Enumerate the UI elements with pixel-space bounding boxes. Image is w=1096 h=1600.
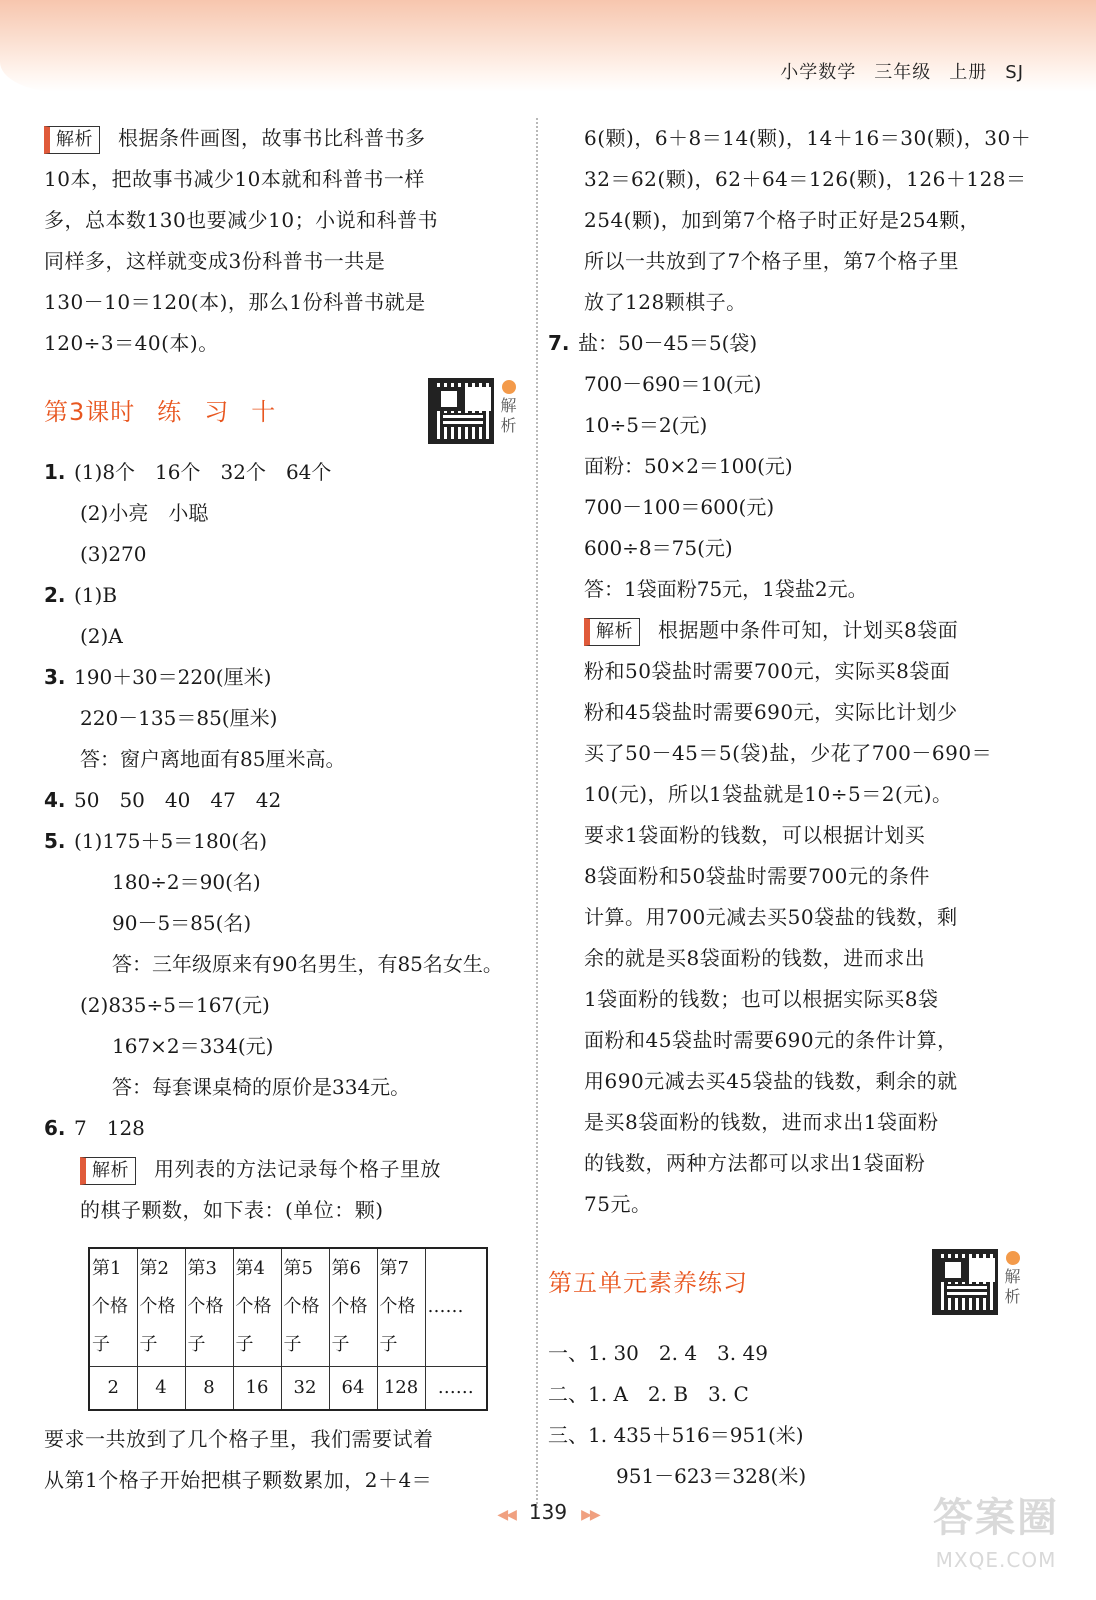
answer-line: 700－100＝600(元) <box>584 495 775 519</box>
answer-line: 一、1. 30 2. 4 3. 49 <box>548 1341 768 1365</box>
analysis-line: 用690元减去买45袋盐的钱数，剩余的就 <box>584 1069 958 1093</box>
analysis-line: 的钱数，两种方法都可以求出1袋面粉 <box>584 1151 926 1175</box>
analysis-line: 8袋面粉和50袋盐时需要700元的条件 <box>584 864 930 888</box>
analysis-line: 放了128颗棋子。 <box>584 290 747 314</box>
answer-line: 4. 50 50 40 47 42 <box>44 788 282 812</box>
table-header-cell: 第4 个格 子 <box>233 1248 281 1366</box>
next-arrows-icon: ▶▶ <box>581 1507 599 1523</box>
analysis-line: 面粉和45袋盐时需要690元的条件计算， <box>584 1028 958 1052</box>
analysis-line: 的棋子颗数，如下表：(单位：颗) <box>80 1198 384 1222</box>
qr-label: 解 析 <box>1002 1251 1024 1307</box>
header-grade: 三年级 <box>874 62 932 83</box>
analysis-line: 120÷3＝40(本)。 <box>44 331 219 355</box>
left-column <box>44 118 524 1501</box>
analysis-line: 粉和50袋盐时需要700元，实际买8袋面 <box>584 659 951 683</box>
analysis-line: 解析 根据题中条件可知，计划买8袋面 <box>548 610 1028 651</box>
answer-line: 10÷5＝2(元) <box>584 413 708 437</box>
section-title-unit5 <box>548 1243 1028 1323</box>
answer-line: 面粉：50×2＝100(元) <box>584 454 793 478</box>
table-cell: 32 <box>281 1366 329 1410</box>
analysis-line: 是买8袋面粉的钱数，进而求出1袋面粉 <box>584 1110 939 1134</box>
section-lesson: 第3课时 <box>44 398 136 426</box>
answer-line: 167×2＝334(元) <box>112 1034 274 1058</box>
answer-line: 951－623＝328(米) <box>616 1464 807 1488</box>
right-column <box>548 118 1032 1497</box>
table-cell: 8 <box>185 1366 233 1410</box>
analysis-line: 254(颗)，加到第7个格子时正好是254颗， <box>584 208 981 232</box>
answer-line: 答：三年级原来有90名男生，有85名女生。 <box>112 952 503 976</box>
answer-line: 7. 盐：50－45＝5(袋) <box>548 331 758 355</box>
answer-line: 1. (1)8个 16个 32个 64个 <box>44 460 332 484</box>
table-cell: 4 <box>137 1366 185 1410</box>
table-cell: 128 <box>377 1366 425 1410</box>
analysis-line: 余的就是买8袋面粉的钱数，进而求出 <box>584 946 926 970</box>
analysis-line: 130－10＝120(本)，那么1份科普书就是 <box>44 290 426 314</box>
table-cell: 16 <box>233 1366 281 1410</box>
page-number: 139 <box>528 1500 568 1524</box>
chess-grid-table <box>88 1247 488 1411</box>
table-cell: 64 <box>329 1366 377 1410</box>
analysis-line: 10本，把故事书减少10本就和科普书一样 <box>44 167 425 191</box>
table-header-cell: …… <box>425 1248 487 1366</box>
section-unit: 第五单元素养练习 <box>548 1269 748 1297</box>
analysis-line: 要求一共放到了几个格子里，我们需要试着 <box>44 1427 434 1451</box>
answer-line: 6. 7 128 <box>44 1116 145 1140</box>
play-icon <box>502 380 516 394</box>
analysis-line: 32＝62(颗)，62＋64＝126(颗)，126＋128＝ <box>584 167 1027 191</box>
table-header-cell: 第1 个格 子 <box>89 1248 137 1366</box>
answer-line: 答：每套课桌椅的原价是334元。 <box>112 1075 411 1099</box>
table-header-cell: 第3 个格 子 <box>185 1248 233 1366</box>
table-header-cell: 第7 个格 子 <box>377 1248 425 1366</box>
watermark <box>916 1490 1076 1590</box>
qr-code-icon[interactable] <box>428 378 494 444</box>
prev-arrows-icon: ◀◀ <box>497 1507 515 1523</box>
answer-line: (2)小亮 小聪 <box>80 501 209 525</box>
answer-line: 3. 190＋30＝220(厘米) <box>44 665 272 689</box>
table-row <box>89 1366 487 1410</box>
answer-line: 700－690＝10(元) <box>584 372 762 396</box>
analysis-line: 所以一共放到了7个格子里，第7个格子里 <box>584 249 959 273</box>
analysis-line: 同样多，这样就变成3份科普书一共是 <box>44 249 386 273</box>
qr-label: 解 析 <box>498 380 520 436</box>
analysis-tag: 解析 <box>584 618 640 646</box>
analysis-line: 计算。用700元减去买50袋盐的钱数，剩 <box>584 905 958 929</box>
analysis-line: 10(元)，所以1袋盐就是10÷5＝2(元)。 <box>584 782 953 806</box>
table-cell: 2 <box>89 1366 137 1410</box>
answer-line: 三、1. 435＋516＝951(米) <box>548 1423 804 1447</box>
table-header-cell: 第2 个格 子 <box>137 1248 185 1366</box>
analysis-line: 多，总本数130也要减少10；小说和科普书 <box>44 208 439 232</box>
answer-line: 答：1袋面粉75元，1袋盐2元。 <box>584 577 868 601</box>
analysis-line: 粉和45袋盐时需要690元，实际比计划少 <box>584 700 958 724</box>
answer-line: (2)835÷5＝167(元) <box>80 993 270 1017</box>
section-title-lesson3: 第3课时 练 习 十 解 析 <box>44 372 524 452</box>
column-divider <box>536 118 538 1508</box>
answer-line: (2)A <box>80 624 123 648</box>
analysis-line: 6(颗)，6＋8＝14(颗)，14＋16＝30(颗)，30＋ <box>584 126 1032 150</box>
analysis-line: 从第1个格子开始把棋子颗数累加，2＋4＝ <box>44 1468 433 1492</box>
qr-code-icon[interactable] <box>932 1249 998 1315</box>
table-row <box>89 1248 487 1366</box>
table-header-cell: 第6 个格 子 <box>329 1248 377 1366</box>
answer-line: 600÷8＝75(元) <box>584 536 733 560</box>
watermark-logo: 答案圈 <box>933 1495 1059 1541</box>
analysis-line: 75元。 <box>584 1192 652 1216</box>
header-edition: SJ <box>1005 62 1024 83</box>
analysis-line: 解析 用列表的方法记录每个格子里放 <box>44 1149 524 1190</box>
analysis-tag: 解析 <box>44 126 100 154</box>
answer-line: 二、1. A 2. B 3. C <box>548 1382 749 1406</box>
answer-line: 220－135＝85(厘米) <box>80 706 278 730</box>
header-subject: 小学数学 <box>780 62 857 83</box>
watermark-url: MXQE.COM <box>935 1548 1057 1572</box>
analysis-line: 买了50－45＝5(袋)盐，少花了700－690＝ <box>584 741 993 765</box>
table-cell: …… <box>425 1366 487 1410</box>
analysis-line: 解析 根据条件画图，故事书比科普书多 <box>44 118 524 159</box>
analysis-tag: 解析 <box>80 1157 136 1185</box>
answer-line: (3)270 <box>80 542 147 566</box>
page-header <box>762 58 1024 84</box>
table-header-cell: 第5 个格 子 <box>281 1248 329 1366</box>
header-term: 上册 <box>949 62 988 83</box>
answer-line: 180÷2＝90(名) <box>112 870 261 894</box>
play-icon <box>1006 1251 1020 1265</box>
analysis-line: 1袋面粉的钱数；也可以根据实际买8袋 <box>584 987 939 1011</box>
answer-line: 5. (1)175＋5＝180(名) <box>44 829 268 853</box>
answer-line: 答：窗户离地面有85厘米高。 <box>80 747 346 771</box>
answer-line: 2. (1)B <box>44 583 118 607</box>
analysis-line: 要求1袋面粉的钱数，可以根据计划买 <box>584 823 926 847</box>
answer-line: 90－5＝85(名) <box>112 911 252 935</box>
